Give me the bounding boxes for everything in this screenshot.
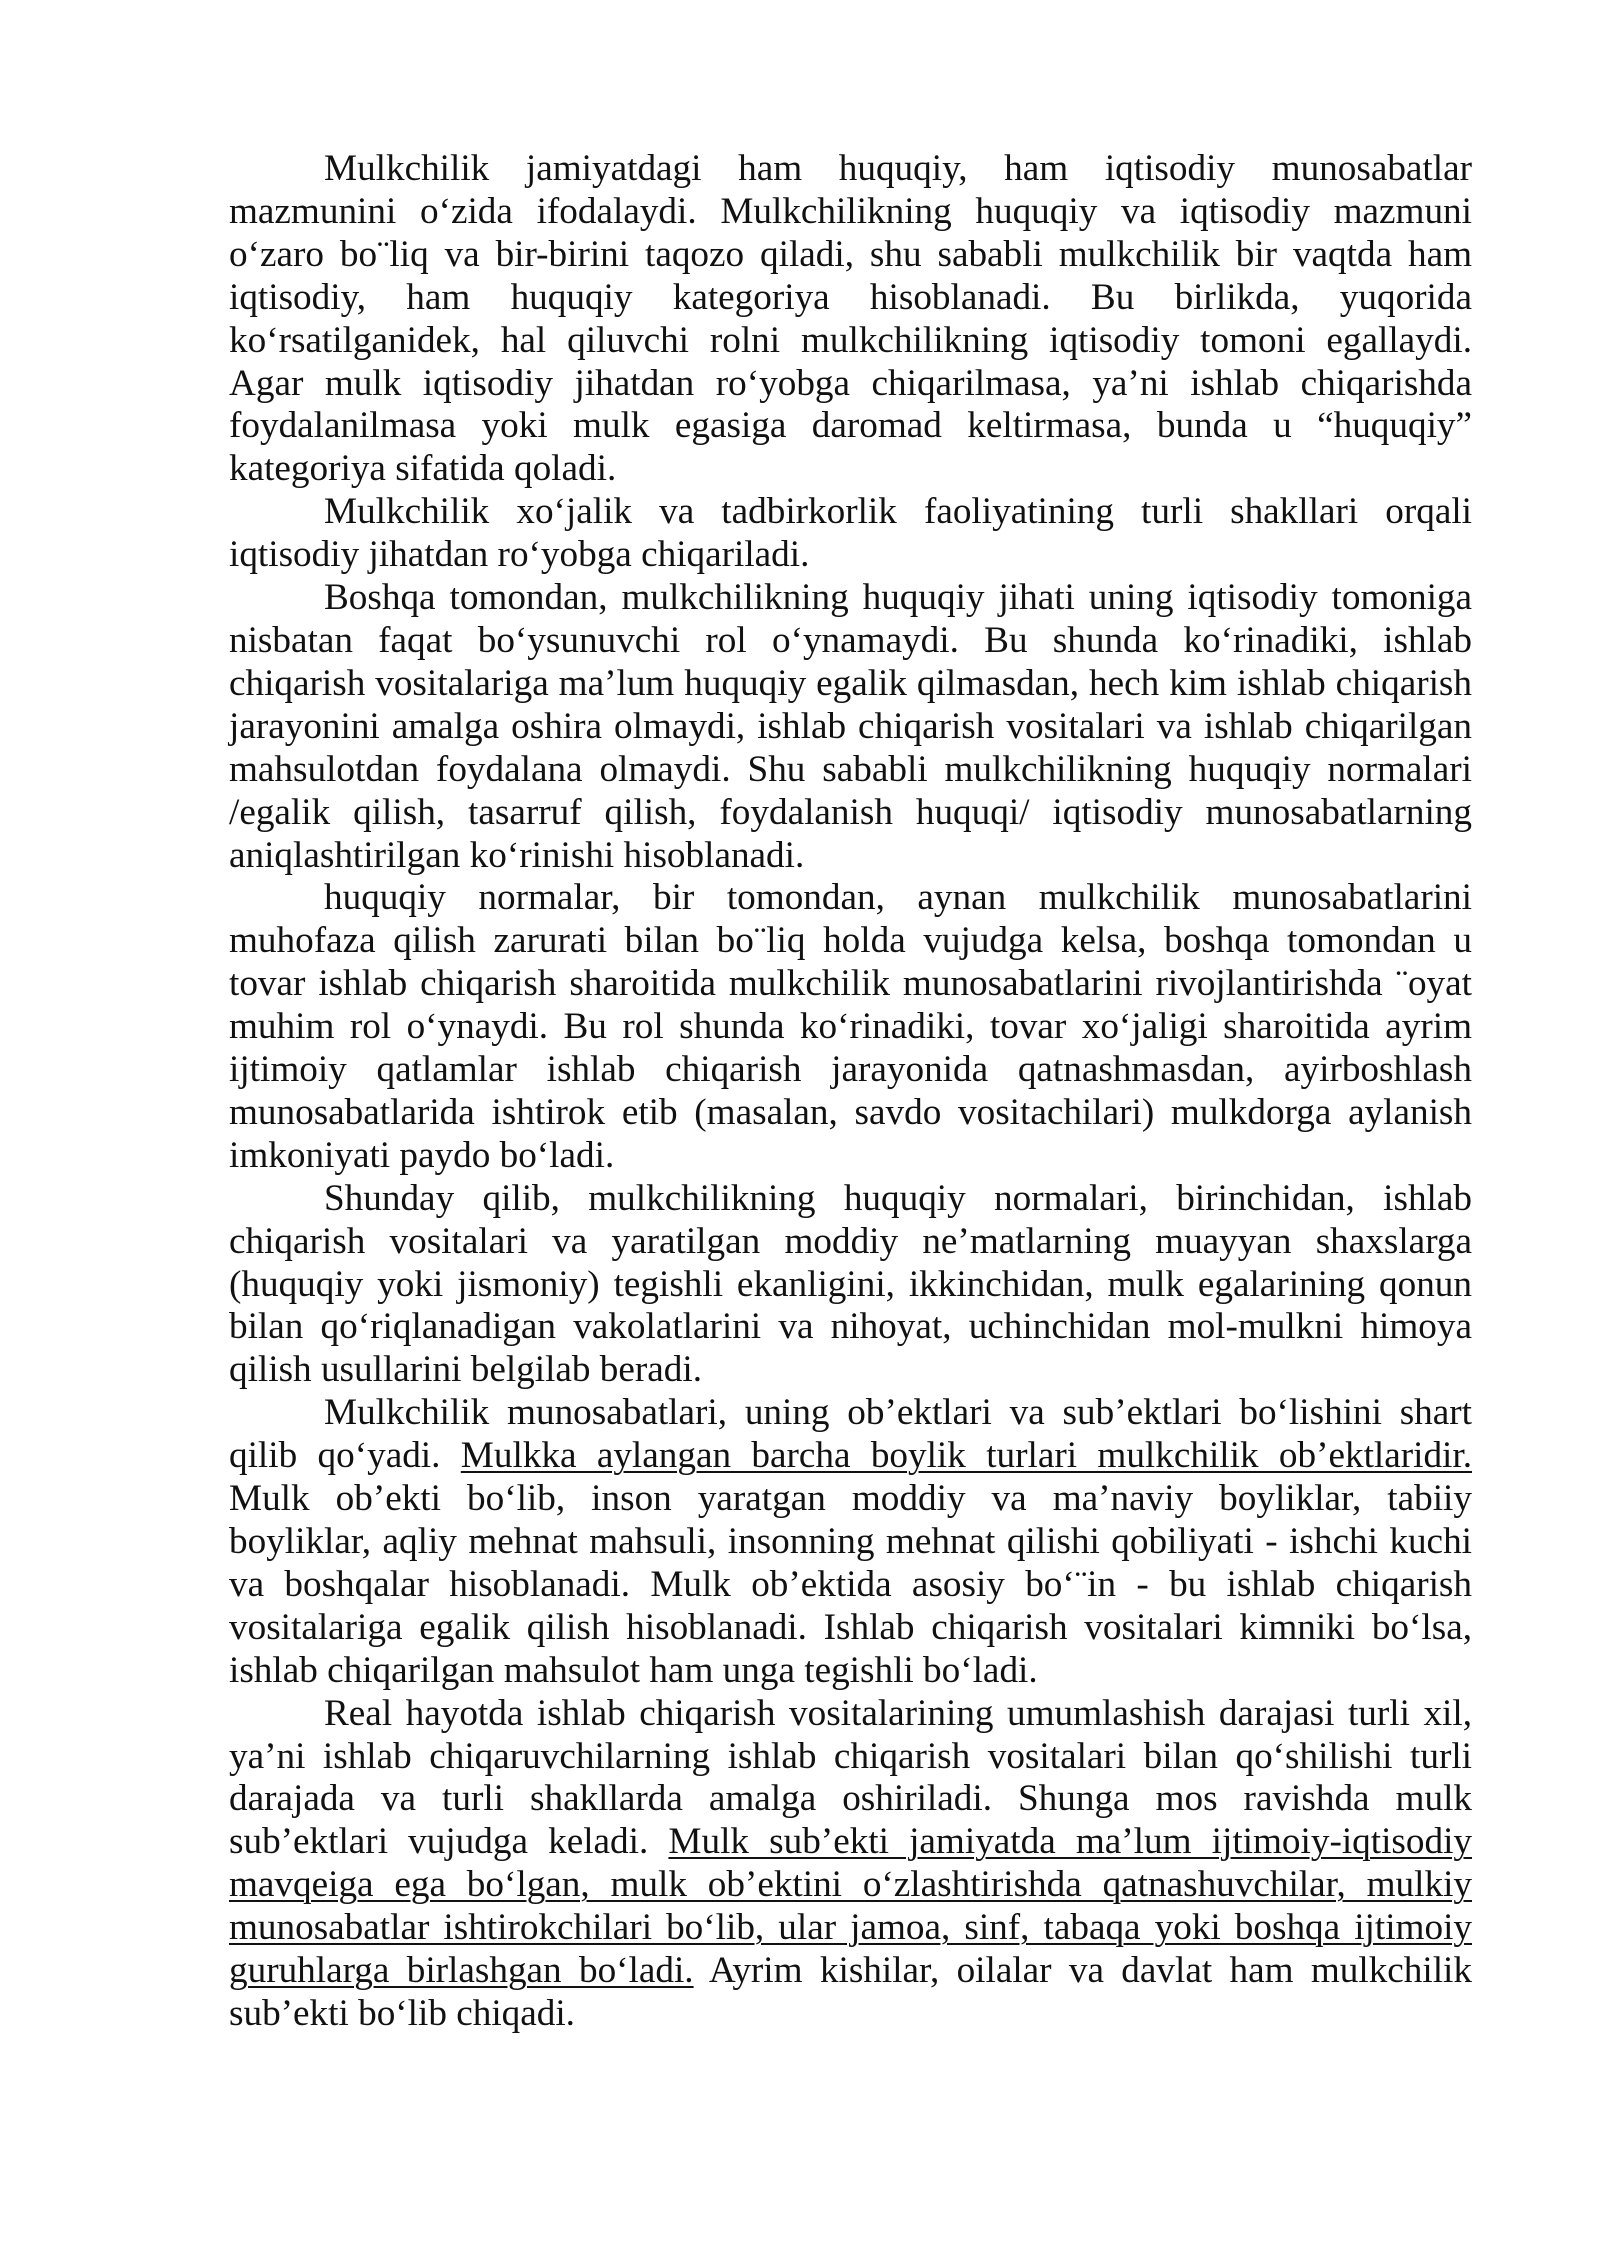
text-line: boyliklar, aqliy mehnat mahsuli, insonning mehnat qilishi qobiliyati - ishchi kuchi [229,1521,1472,1562]
text-line: ko‘rsatilganidek, hal qiluvchi rolni mulkchilikning iqtisodiy tomoni egallaydi. [229,319,1472,361]
text-line [229,1435,1472,1478]
text-line [229,1950,1472,1993]
text-line: Mulk ob’ekti bo‘lib, inson yaratgan moddiy va ma’naviy boyliklar, tabiiy [229,1478,1472,1520]
text-line: vositalariga egalik qilish hisoblanadi. Ishlab chiqarish vositalari kimniki bo‘lsa, [229,1606,1472,1648]
text-line: ya’ni ishlab chiqaruvchilarning ishlab chiqarish vositalari bilan qo‘shilishi turli [229,1735,1472,1777]
text-line: sub’ekti bo‘lib chiqadi. [229,1992,575,2034]
text-line: Mulkchilik munosabatlari, uning ob’ektlari va sub’ektlari bo‘lishini shart [324,1392,1472,1434]
text-line: jarayonini amalga oshira olmaydi, ishlab chiqarish vositalari va ishlab chiqarilgan [229,705,1472,747]
text-segment: qilib qo‘yadi. [229,1435,461,1477]
text-line: chiqarish vositalariga ma’lum huquqiy egalik qilmasdan, hech kim ishlab chiqarish [229,662,1472,704]
text-line: ijtimoiy qatlamlar ishlab chiqarish jarayonida qatnashmasdan, ayirboshlash [229,1049,1472,1091]
text-line: ishlab chiqarilgan mahsulot ham unga tegishli bo‘ladi. [229,1649,1038,1691]
text-line: nisbatan faqat bo‘ysunuvchi rol o‘ynamaydi. Bu shunda ko‘rinadiki, ishlab [229,619,1472,661]
text-line: Real hayotda ishlab chiqarish vositalarining umumlashish darajasi turli xil, [324,1692,1472,1734]
text-line [229,1821,1472,1864]
underlined-text: mavqeiga ega bo‘lgan, mulk ob’ektini o‘zlashtirishda qatnashuvchilar, mulkiy [229,1864,1472,1906]
text-line: huquqiy normalar, bir tomondan, aynan mulkchilik munosabatlarini [324,877,1472,919]
paragraph [229,1392,1472,1692]
text-segment: sub’ektlari vujudga keladi. [229,1821,669,1863]
text-line: Mulkchilik jamiyatdagi ham huquqiy, ham iqtisodiy munosabatlar [324,148,1472,189]
underlined-text: munosabatlar ishtirokchilari bo‘lib, ular jamoa, sinf, tabaqa yoki boshqa ijtimoiy [229,1907,1472,1949]
underlined-text: Mulkka aylangan barcha boylik turlari mulkchilik ob’ektlaridir. [460,1435,1473,1477]
text-line: o‘zaro bo¨liq va bir-birini taqozo qiladi, shu sababli mulkchilik bir vaqtda ham [229,233,1472,275]
text-line: /egalik qilish, tasarruf qilish, foydalanish huquqi/ iqtisodiy munosabatlarning [229,791,1472,833]
text-line: mazmunini o‘zida ifodalaydi. Mulkchilikning huquqiy va iqtisodiy mazmuni [229,190,1472,232]
text-line: aniqlashtirilgan ko‘rinishi hisoblanadi. [229,834,805,876]
underlined-text: Mulk sub’ekti jamiyatda ma’lum ijtimoiy-iqtisodiy [668,1821,1472,1863]
paragraph [229,877,1472,1177]
text-line: kategoriya sifatida qoladi. [229,448,617,490]
text-body [229,148,1472,2036]
text-segment: Ayrim kishilar, oilalar va davlat ham mulkchilik [693,1950,1472,1992]
text-line: imkoniyati paydo bo‘ladi. [229,1134,615,1176]
text-line: va boshqalar hisoblanadi. Mulk ob’ektida asosiy bo‘¨in - bu ishlab chiqarish [229,1563,1472,1605]
text-line: Boshqa tomondan, mulkchilikning huquqiy jihati uning iqtisodiy tomoniga [324,577,1472,619]
text-line: Shunday qilib, mulkchilikning huquqiy normalari, birinchidan, ishlab [324,1177,1472,1219]
text-line: iqtisodiy jihatdan ro‘yobga chiqariladi. [229,534,810,576]
text-line: foydalanilmasa yoki mulk egasiga daromad keltirmasa, bunda u “huquqiy” [229,405,1472,447]
paragraph [229,577,1472,877]
paragraph [229,148,1472,491]
text-line: muhim rol o‘ynaydi. Bu rol shunda ko‘rinadiki, tovar xo‘jaligi sharoitida ayrim [229,1006,1472,1048]
paragraph [229,491,1472,577]
paragraph [229,1693,1472,2036]
text-line: Agar mulk iqtisodiy jihatdan ro‘yobga chiqarilmasa, ya’ni ishlab chiqarishda [229,362,1472,404]
text-line: mahsulotdan foydalana olmaydi. Shu sababli mulkchilikning huquqiy normalari [229,748,1472,790]
text-line: tovar ishlab chiqarish sharoitida mulkchilik munosabatlarini rivojlantirishda ¨oyat [229,963,1472,1005]
text-line: (huquqiy yoki jismoniy) tegishli ekanligini, ikkinchidan, mulk egalarining qonun [229,1263,1472,1305]
text-line: darajada va turli shakllarda amalga oshiriladi. Shunga mos ravishda mulk [229,1778,1472,1820]
text-line: qilish usullarini belgilab beradi. [229,1349,703,1391]
text-line [229,1907,1472,1950]
text-line: bilan qo‘riqlanadigan vakolatlarini va nihoyat, uchinchidan mol-mulkni himoya [229,1306,1472,1348]
text-line: Mulkchilik xo‘jalik va tadbirkorlik faoliyatining turli shakllari orqali [324,491,1472,533]
text-line: chiqarish vositalari va yaratilgan moddiy ne’matlarning muayyan shaxslarga [229,1220,1472,1262]
underlined-text: guruhlarga birlashgan bo‘ladi. [229,1950,694,1992]
text-line: iqtisodiy, ham huquqiy kategoriya hisoblanadi. Bu birlikda, yuqorida [229,276,1472,318]
text-line: munosabatlarida ishtirok etib (masalan, savdo vositachilari) mulkdorga aylanish [229,1091,1472,1133]
text-line: muhofaza qilish zarurati bilan bo¨liq holda vujudga kelsa, boshqa tomondan u [229,920,1472,962]
paragraph [229,1178,1472,1393]
text-line [229,1864,1472,1907]
